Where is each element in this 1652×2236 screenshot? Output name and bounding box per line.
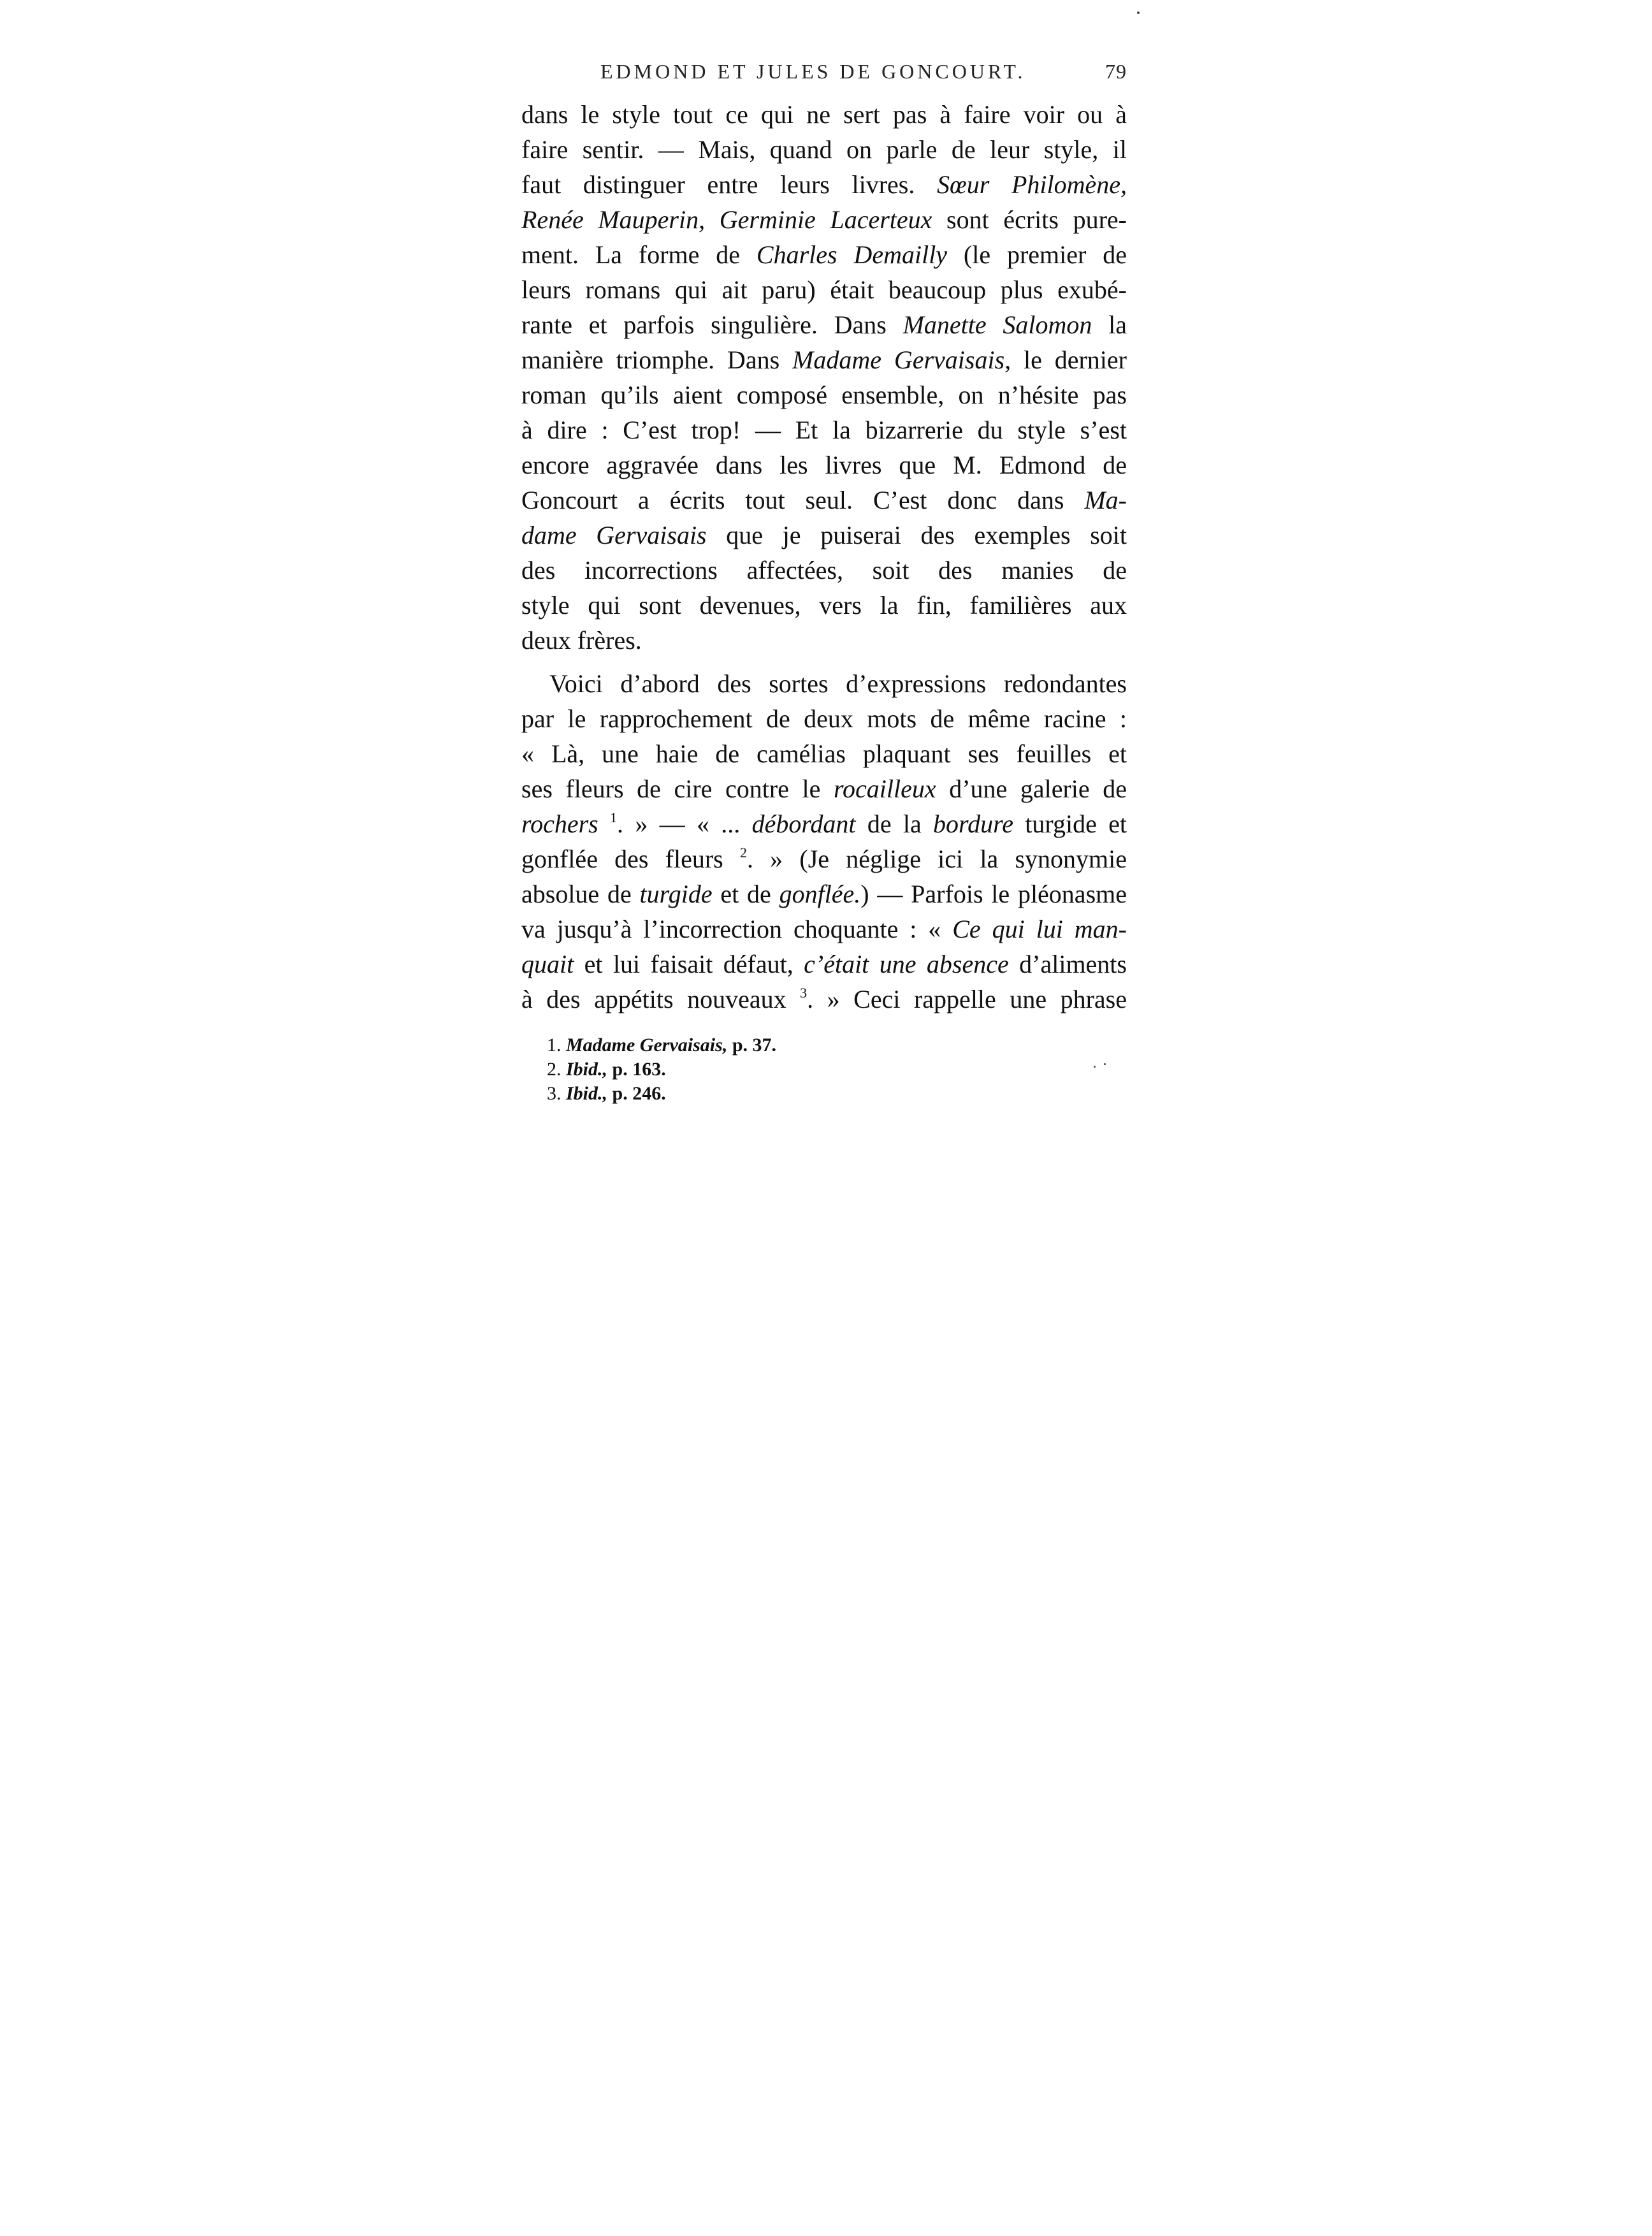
running-title: EDMOND ET JULES DE GONCOURT. bbox=[600, 60, 1026, 83]
text-line: dame Gervaisais que je puiserai des exemples soit bbox=[521, 521, 1127, 549]
footnote-ref: 2 bbox=[739, 845, 747, 860]
footnote: 2. Ibid., p. 163. bbox=[547, 1059, 666, 1080]
text-line: ment. La forme de Charles Demailly (le premier de bbox=[521, 240, 1127, 269]
running-header bbox=[521, 56, 1127, 92]
text-line: quait et lui faisait défaut, c’était une absence d’aliments bbox=[521, 950, 1127, 978]
scan-speck bbox=[1094, 1066, 1096, 1068]
text-line: faut distinguer entre leurs livres. Sœur Philomène, bbox=[521, 170, 1127, 199]
text-line: « Là, une haie de camélias plaquant ses feuilles et bbox=[521, 739, 1127, 768]
text-line: dans le style tout ce qui ne sert pas à faire voir ou à bbox=[521, 100, 1127, 129]
text-line: gonflée des fleurs $^2$. » (Je néglige ici la synonymie bbox=[521, 845, 1127, 873]
text-line: Renée Mauperin, Germinie Lacerteux sont écrits pure- bbox=[521, 205, 1127, 234]
text-line: par le rapprochement de deux mots de même racine : bbox=[521, 704, 1127, 733]
scan-speck bbox=[1137, 11, 1140, 14]
text-line: rante et parfois singulière. Dans Manette Salomon la bbox=[521, 310, 1127, 339]
text-line: va jusqu’à l’incorrection choquante : « Ce qui lui man- bbox=[521, 915, 1127, 943]
footnote: 3. Ibid., p. 246. bbox=[547, 1083, 666, 1104]
text-line: roman qu’ils aient composé ensemble, on n’hésite pas bbox=[521, 381, 1127, 409]
footnote-ref: 1 bbox=[610, 809, 618, 825]
text-line: absolue de turgide et de gonflée.) — Parfois le pléonasme bbox=[521, 880, 1127, 908]
footnote: 1. Madame Gervaisais, p. 37. bbox=[547, 1035, 777, 1056]
text-line: à des appétits nouveaux $^3$. » Ceci rappelle une phrase bbox=[521, 985, 1127, 1013]
footnotes bbox=[547, 1033, 993, 1106]
footnote-ref: 3 bbox=[800, 985, 808, 1001]
text-line: encore aggravée dans les livres que M. Edmond de bbox=[521, 451, 1127, 479]
text-line: manière triomphe. Dans Madame Gervaisais, le dernier bbox=[521, 345, 1127, 374]
text-line: ses fleurs de cire contre le rocailleux d’une galerie de bbox=[521, 774, 1127, 803]
text-line: Voici d’abord des sortes d’expressions redondantes bbox=[549, 669, 1127, 698]
text-line: leurs romans qui ait paru) était beaucoup plus exubé- bbox=[521, 275, 1127, 304]
text-line: deux frères. bbox=[521, 626, 642, 655]
text-line: rochers $^1$. » — « ... débordant de la bordure turgide et bbox=[521, 809, 1127, 838]
scan-speck bbox=[1104, 1063, 1106, 1065]
page-number: 79 bbox=[1105, 60, 1127, 83]
main-text bbox=[521, 97, 1127, 1017]
text-line: des incorrections affectées, soit des manies de bbox=[521, 556, 1127, 584]
text-line: Goncourt a écrits tout seul. C’est donc dans Ma- bbox=[521, 486, 1127, 514]
text-line: à dire : C’est trop! — Et la bizarrerie du style s’est bbox=[521, 416, 1127, 444]
text-line: faire sentir. — Mais, quand on parle de leur style, il bbox=[521, 135, 1127, 164]
text-line: style qui sont devenues, vers la fin, familières aux bbox=[521, 591, 1127, 620]
